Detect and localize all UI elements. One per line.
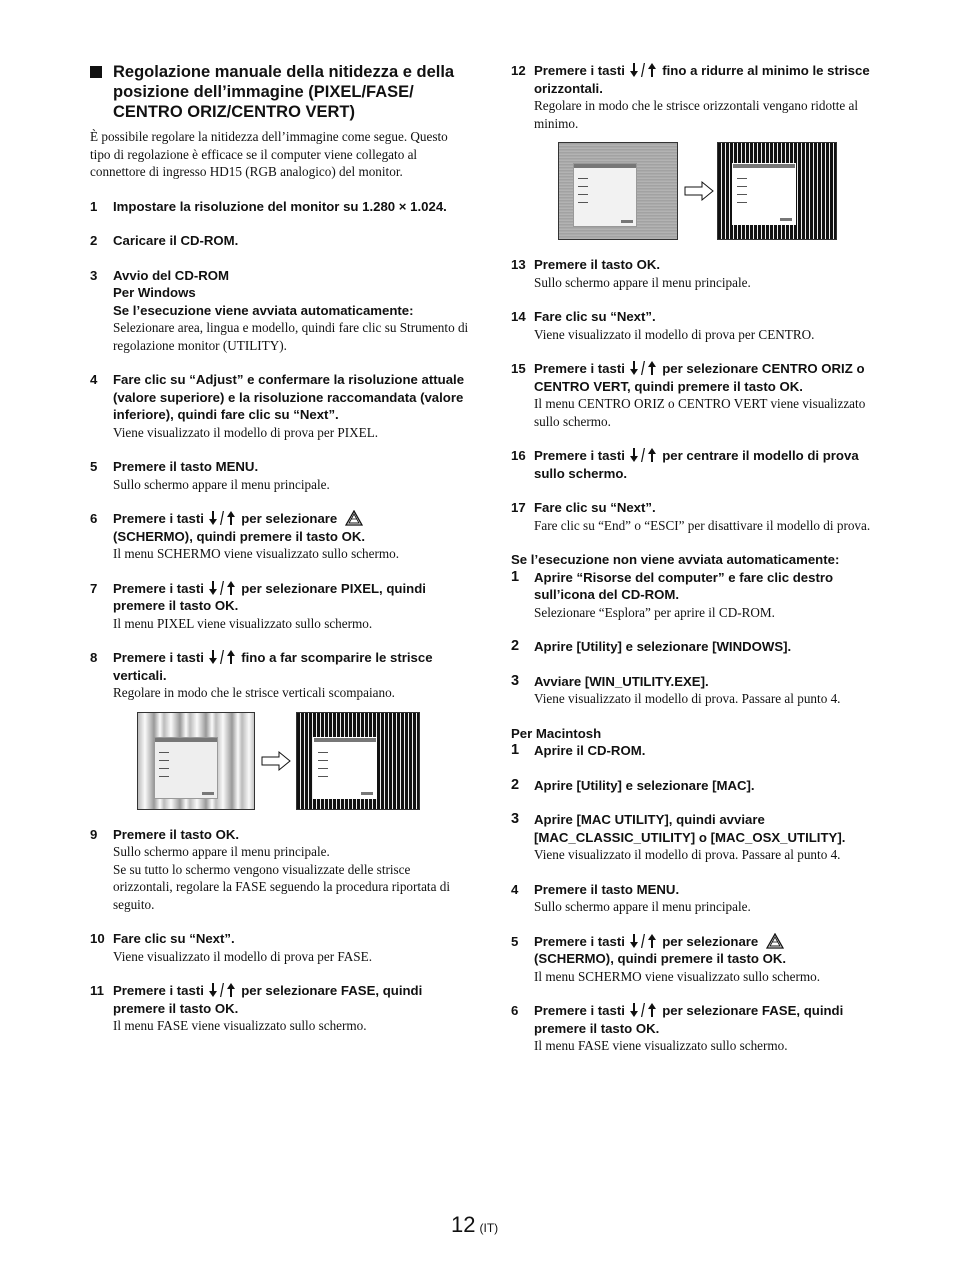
step-13: 13 Premere il tasto OK. Sullo schermo appare il menu principale. <box>511 257 751 290</box>
step-7: 7 Premere i tasti per selezionare PIXEL, quindi premere il tasto OK. Il menu PIXEL viene visualizzato sullo schermo. <box>90 580 426 631</box>
down-up-arrows-icon <box>629 934 659 948</box>
vertical-stripes-after-image <box>296 712 420 810</box>
mac-step-6: 6 Premere i tasti per selezionare FASE, quindi premere il tasto OK. Il menu FASE viene visualizzato sullo schermo. <box>511 1003 844 1053</box>
down-up-arrows-icon <box>629 63 659 77</box>
manual-step-2: 2 Aprire [Utility] e selezionare [WINDOWS]. <box>511 638 792 654</box>
step-16: 16 Premere i tasti per centrare il modello di prova sullo schermo. <box>511 448 859 481</box>
step-15: 15 Premere i tasti per selezionare CENTRO ORIZ o CENTRO VERT, quindi premere il tasto OK. Il menu CENTRO ORIZ o CENTRO VERT viene visualizzato sullo schermo. <box>511 361 866 429</box>
mac-step-3: 3 Aprire [MAC UTILITY], quindi avviare [MAC_CLASSIC_UTILITY] o [MAC_OSX_UTILITY]. Viene visualizzato il modello di prova. Passare al punto 4. <box>511 811 846 862</box>
down-up-arrows-icon <box>208 511 238 525</box>
step-10: 10 Fare clic su “Next”. Viene visualizzato il modello di prova per FASE. <box>90 931 372 964</box>
step-3: 3 Avvio del CD-ROM Per Windows Se l’esecuzione viene avviata automaticamente: Selezionare area, lingua e modello, quindi fare clic su Strumento di regolazione monitor (UTILITY). <box>90 267 469 353</box>
mac-step-5: 5 Premere i tasti per selezionare (SCHERMO), quindi premere il tasto OK. Il menu SCHERMO viene visualizzato sullo schermo. <box>511 933 821 984</box>
page-number: 12 (IT) <box>451 1212 499 1237</box>
intro-paragraph: È possibile regolare la nitidezza dell’immagine come segue. Questo tipo di regolazione è efficace se il computer viene collegato al connettore di ingresso HD15 (RGB analogico) del monitor. <box>90 129 448 179</box>
step-4: 4 Fare clic su “Adjust” e confermare la risoluzione attuale (valore superiore) e la risoluzione raccomandata (valore inferiore), quindi fare clic su “Next”. Viene visualizzato il modello di prova per PIXEL. <box>90 372 465 440</box>
down-up-arrows-icon <box>629 361 659 375</box>
step-2: 2 Caricare il CD-ROM. <box>90 233 239 248</box>
step-5: 5 Premere il tasto MENU. Sullo schermo appare il menu principale. <box>90 459 330 492</box>
section-heading: Regolazione manuale della nitidezza e della posizione dell’immagine (PIXEL/FASE/ CENTRO ORIZ/CENTRO VERT) <box>90 62 470 122</box>
down-up-arrows-icon <box>208 650 238 664</box>
down-up-arrows-icon <box>208 581 238 595</box>
horizontal-stripes-after-image <box>717 142 837 240</box>
step-17: 17 Fare clic su “Next”. Fare clic su “End” o “ESCI” per disattivare il modello di prova. <box>511 500 871 533</box>
mac-step-2: 2 Aprire [Utility] e selezionare [MAC]. <box>511 776 755 793</box>
bullet-square-icon <box>90 66 102 78</box>
down-up-arrows-icon <box>629 448 659 462</box>
manual-step-3: 3 Avviare [WIN_UTILITY.EXE]. Viene visualizzato il modello di prova. Passare al punto 4. <box>511 672 841 706</box>
vertical-stripes-before-image <box>137 712 255 810</box>
macintosh-heading: Per Macintosh <box>511 725 602 741</box>
right-arrow-icon <box>684 180 714 202</box>
pixel-test-pattern-figure <box>113 712 470 812</box>
down-up-arrows-icon <box>629 1003 659 1017</box>
left-column <box>90 62 470 1052</box>
step-11: 11 Premere i tasti per selezionare FASE, quindi premere il tasto OK. Il menu FASE viene visualizzato sullo schermo. <box>90 983 423 1033</box>
down-up-arrows-icon <box>208 983 238 997</box>
right-arrow-icon <box>261 750 291 772</box>
step-14: 14 Fare clic su “Next”. Viene visualizzato il modello di prova per CENTRO. <box>511 309 815 342</box>
step-12: 12 Premere i tasti fino a ridurre al minimo le strisce orizzontali. Regolare in modo che le strisce orizzontali vengano ridotte al minimo. <box>511 62 891 242</box>
right-column <box>511 62 891 1072</box>
mac-step-1: 1 Aprire il CD-ROM. <box>511 742 646 758</box>
step-8: 8 Premere i tasti fino a far scomparire le strisce verticali. Regolare in modo che le strisce verticali scompaiano. <box>90 649 470 812</box>
step-1: 1 Impostare la risoluzione del monitor su 1.280 × 1.024. <box>90 198 447 214</box>
screen-menu-icon <box>766 933 784 949</box>
manual-start-heading: Se l’esecuzione non viene avviata automaticamente: <box>511 552 840 567</box>
step-9: 9 Premere il tasto OK. Sullo schermo appare il menu principale. Se su tutto lo schermo vengono visualizzate delle strisce orizzontali, regolare la FASE seguendo la procedura riportata di seguito. <box>90 826 451 912</box>
mac-step-4: 4 Premere il tasto MENU. Sullo schermo appare il menu principale. <box>511 881 751 914</box>
screen-menu-icon <box>345 510 363 526</box>
phase-test-pattern-figure <box>534 142 891 242</box>
horizontal-stripes-before-image <box>558 142 678 240</box>
manual-step-1: 1 Aprire “Risorse del computer” e fare clic destro sull’icona del CD-ROM. Selezionare “Esplora” per aprire il CD-ROM. <box>511 568 834 620</box>
step-6: 6 Premere i tasti per selezionare (SCHERMO), quindi premere il tasto OK. Il menu SCHERMO viene visualizzato sullo schermo. <box>90 511 400 561</box>
